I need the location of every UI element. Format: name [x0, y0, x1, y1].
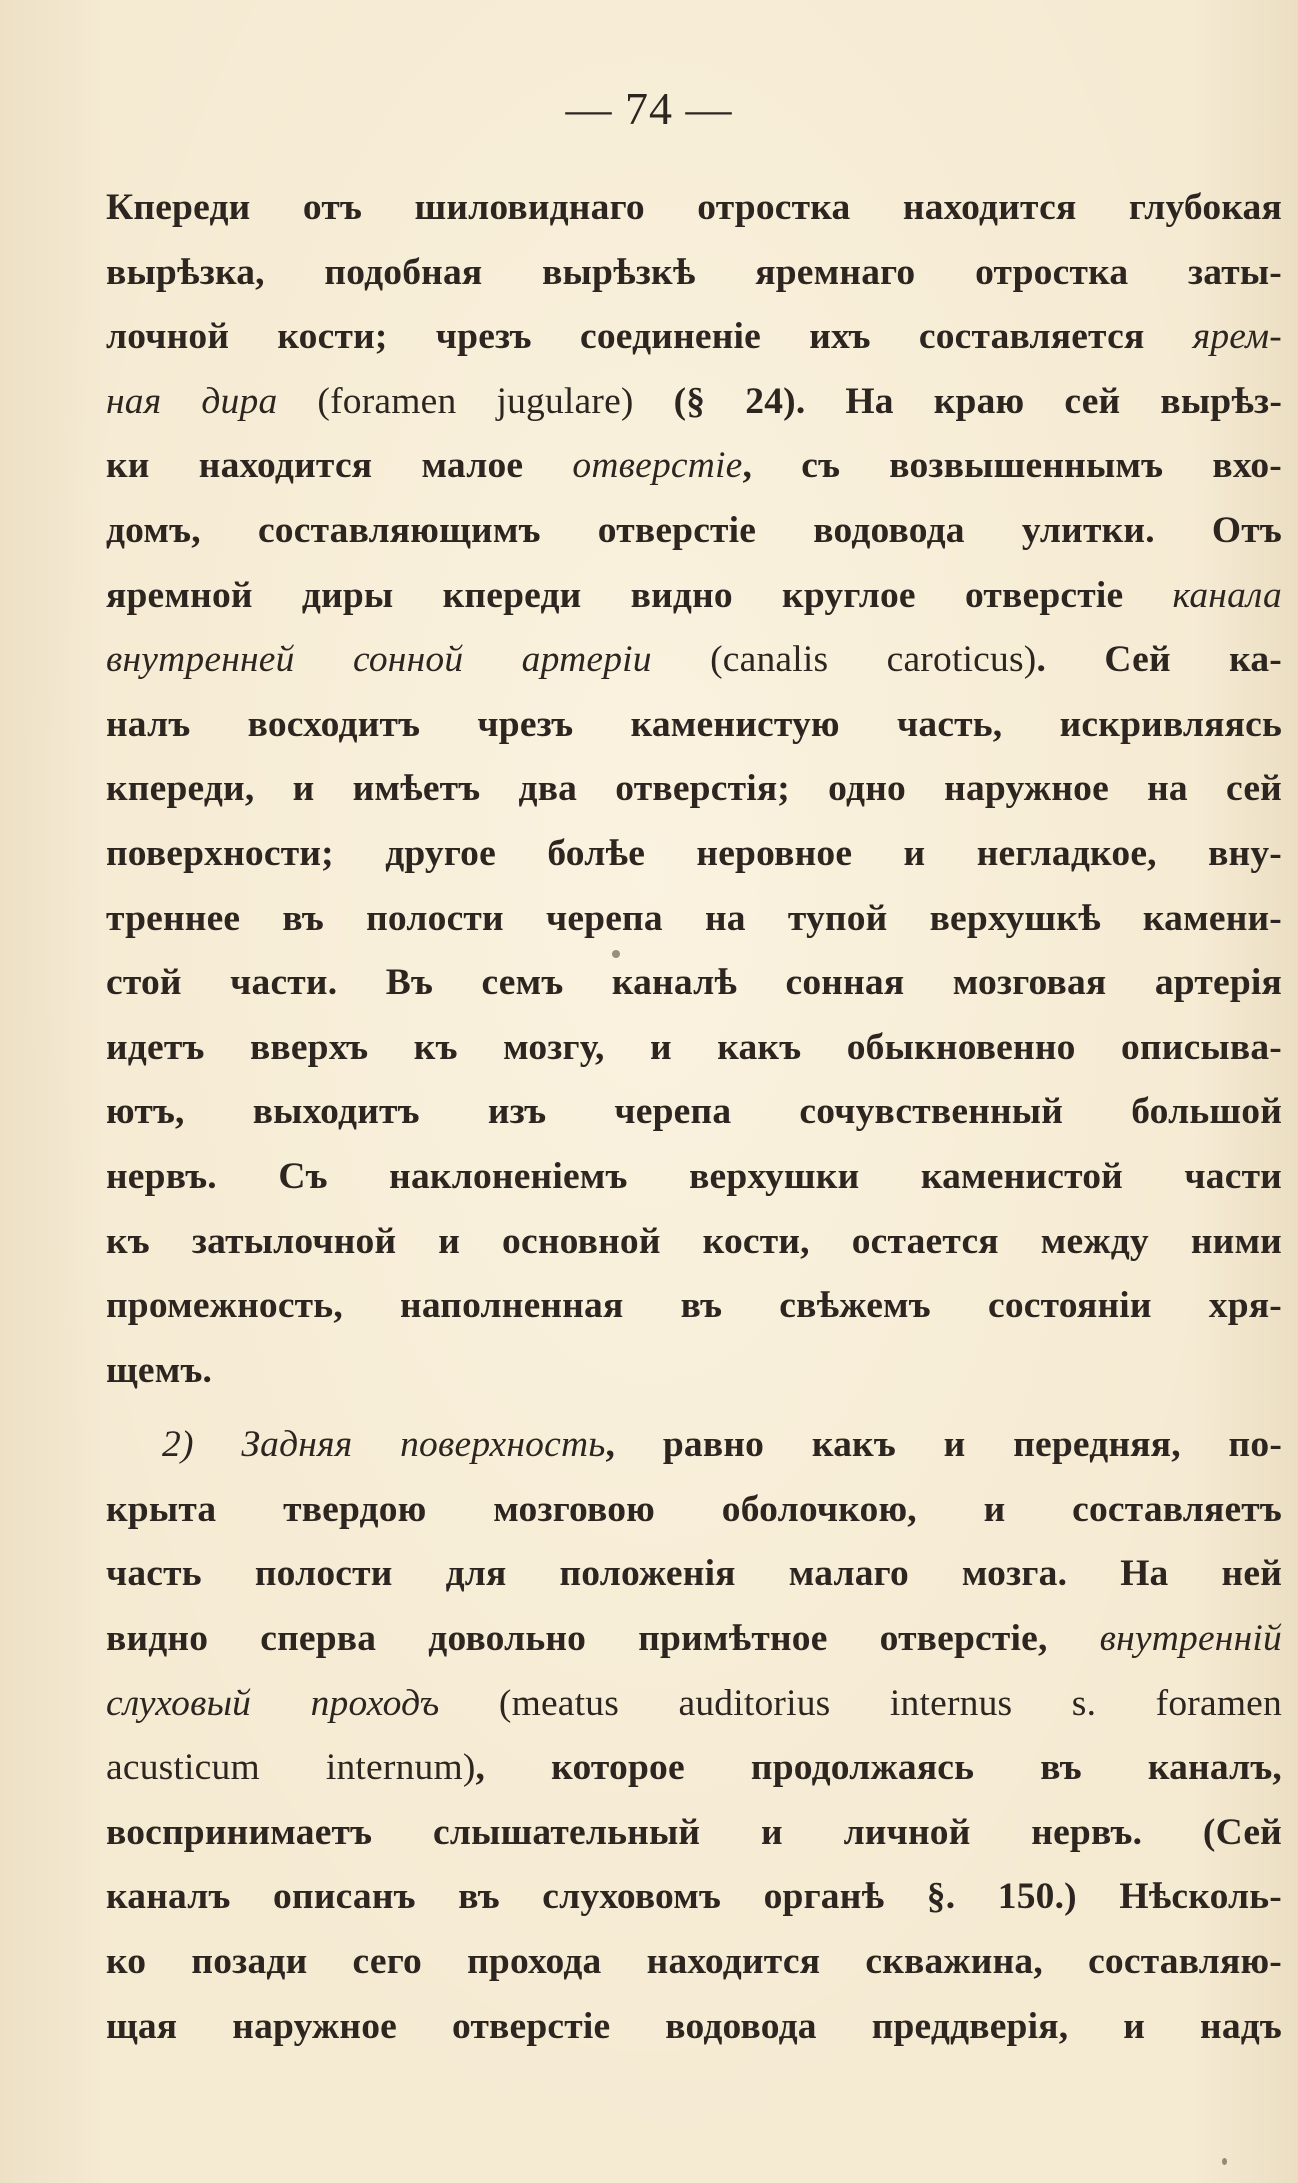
text-line: ютъ, выходитъ изъ черепа сочувственный большой [106, 1091, 1282, 1133]
text-line: кпереди, и имѣетъ два отверстiя; одно наружное на сей [106, 768, 1282, 810]
text-line: acusticum internum), которое продолжаясь въ каналъ, [106, 1747, 1282, 1789]
text-line: лочной кости; чрезъ соединенiе ихъ составляется ярем- [106, 316, 1282, 358]
italic-term: канала [1172, 574, 1282, 616]
italic-heading: 2) Задняя поверхность [162, 1424, 606, 1466]
text-line: щая наружное отверстiе водовода преддверiя, и надъ [106, 2005, 1282, 2047]
text-line: ко позади сего прохода находится скважина, составляю- [106, 1941, 1282, 1983]
text-line: каналъ описанъ въ слуховомъ органѣ §. 150.) Нѣсколь- [106, 1876, 1282, 1918]
italic-term: отверстiе [572, 445, 743, 487]
italic-term: ярем- [1192, 316, 1282, 358]
italic-term: внутренней сонной артерiи [106, 639, 652, 681]
text-line: поверхности; другое болѣе неровное и негладкое, вну- [106, 832, 1282, 874]
italic-term: внутреннiй [1099, 1618, 1282, 1660]
latin-term: acusticum internum) [106, 1747, 476, 1789]
latin-term: (canalis caroticus) [651, 639, 1037, 681]
text-line: вырѣзка, подобная вырѣзкѣ яремнаго отростка заты- [106, 251, 1282, 293]
ink-speck [612, 950, 620, 958]
body-text [106, 176, 1282, 2059]
text-line: 2) Задняя поверхность, равно какъ и передняя, по- [162, 1424, 1282, 1466]
text-line: яремной диры кпереди видно круглое отверстiе канала [106, 574, 1282, 616]
text-line: нервъ. Съ наклоненiемъ верхушки каменистой части [106, 1155, 1282, 1197]
text-line: домъ, составляющимъ отверстiе водовода улитки. Отъ [106, 509, 1282, 551]
paragraph-gap [106, 1403, 1282, 1413]
ink-speck [1222, 2158, 1227, 2165]
text-line: щемъ. [106, 1349, 213, 1391]
text-line: внутренней сонной артерiи (canalis caroticus). Сей ка- [106, 639, 1282, 681]
latin-term: (foramen jugulare) [277, 380, 634, 422]
text-line: часть полости для положенiя малаго мозга. На ней [106, 1553, 1282, 1595]
page-number: — 74 — [565, 83, 733, 134]
text-line: налъ восходитъ чрезъ каменистую часть, искривляясь [106, 703, 1282, 745]
text-line: Кпереди отъ шиловиднаго отростка находится глубокая [106, 187, 1282, 228]
paragraph-2 [106, 1413, 1282, 2059]
latin-term: (meatus auditorius internus s. foramen [439, 1682, 1282, 1724]
text-line: стой части. Въ семъ каналѣ сонная мозговая артерiя [106, 962, 1282, 1004]
text-line: къ затылочной и основной кости, остается между ними [106, 1220, 1282, 1262]
text-line: крыта твердою мозговою оболочкою, и составляетъ [106, 1488, 1282, 1530]
text-line: треннее въ полости черепа на тупой верхушкѣ камени- [106, 897, 1282, 939]
text-line: идетъ вверхъ къ мозгу, и какъ обыкновенно описыва- [106, 1026, 1282, 1068]
text-line: промежность, наполненная въ свѣжемъ состоянiи хря- [106, 1285, 1282, 1327]
text-line: видно сперва довольно примѣтное отверстiе, внутреннiй [106, 1618, 1282, 1660]
text-line [106, 1672, 1282, 1737]
text-line: ная дира (foramen jugulare) (§ 24). На краю сей вырѣз- [106, 380, 1282, 422]
italic-term: слуховый проходъ [106, 1682, 440, 1724]
text-line: воспринимаетъ слышательный и личной нервъ. (Сей [106, 1811, 1282, 1853]
paragraph-1 [106, 176, 1282, 1403]
italic-term: ная дира [106, 380, 278, 422]
text-line: ки находится малое отверстiе, съ возвышеннымъ вхо- [106, 445, 1282, 487]
